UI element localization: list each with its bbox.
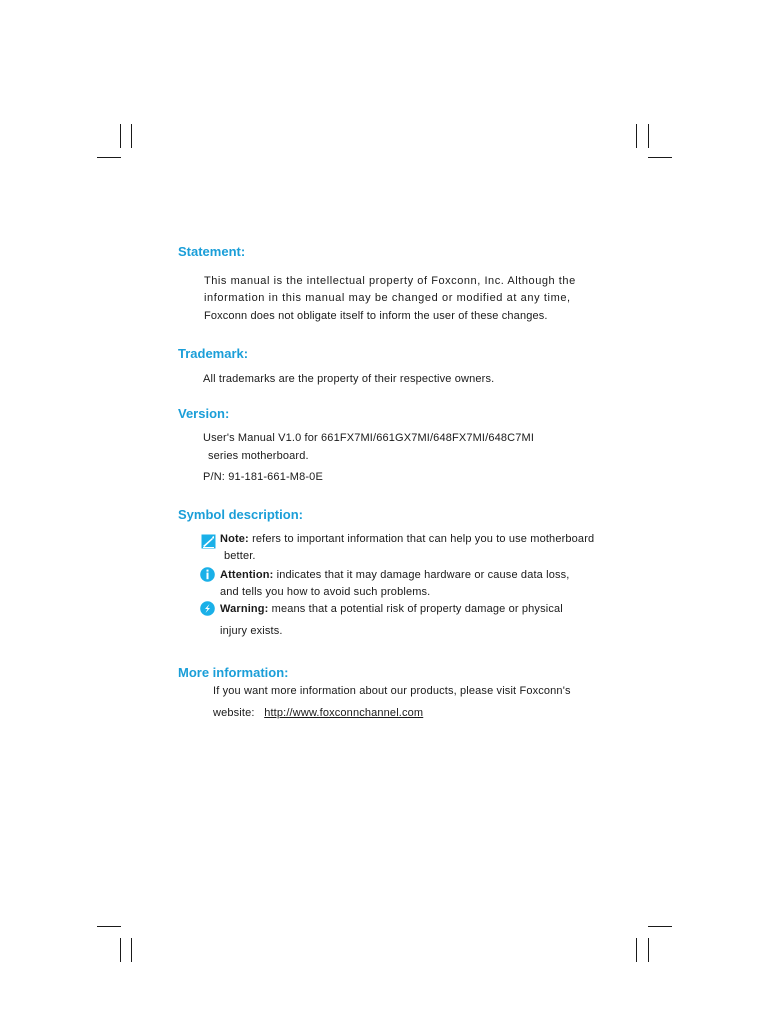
warning-line — [220, 603, 563, 615]
version-line: User's Manual V1.0 for 661FX7MI/661GX7MI/648FX7MI/648C7MI — [203, 432, 535, 444]
statement-line: This manual is the intellectual property of Foxconn, Inc. Although the — [204, 275, 576, 287]
crop-mark — [120, 938, 121, 962]
note-text: refers to important information that can help you to use motherboard — [248, 533, 595, 545]
statement-line: information in this manual may be changed or modified at any time, — [204, 292, 571, 304]
more-info-line: If you want more information about our products, please visit Foxconn's — [213, 685, 571, 697]
crop-mark — [648, 124, 649, 148]
warning-text: means that a potential risk of property damage or physical — [268, 603, 563, 615]
more-information-heading: More information: — [178, 665, 289, 680]
note-line-2: better. — [224, 550, 256, 562]
warning-icon — [200, 601, 215, 616]
statement-line: Foxconn does not obligate itself to inform the user of these changes. — [204, 310, 548, 322]
crop-mark — [97, 926, 121, 927]
crop-mark — [120, 124, 121, 148]
crop-mark — [131, 124, 132, 148]
attention-line-2: and tells you how to avoid such problems. — [220, 586, 431, 598]
version-line: series motherboard. — [208, 450, 309, 462]
note-icon — [201, 534, 216, 549]
attention-line — [220, 569, 570, 581]
crop-mark — [648, 938, 649, 962]
trademark-line: All trademarks are the property of their respective owners. — [203, 373, 495, 385]
info-icon — [200, 567, 215, 582]
statement-heading: Statement: — [178, 244, 246, 259]
part-number: P/N: 91-181-661-M8-0E — [203, 471, 323, 483]
crop-mark — [131, 938, 132, 962]
crop-mark — [636, 938, 637, 962]
crop-mark — [97, 157, 121, 158]
note-line — [220, 533, 594, 545]
more-info-line-2 — [213, 707, 423, 719]
website-label: website: — [213, 707, 255, 719]
symbol-description-heading: Symbol description: — [178, 507, 303, 522]
warning-line-2: injury exists. — [220, 625, 283, 637]
warning-label: Warning: — [220, 603, 269, 615]
attention-text: indicates that it may damage hardware or cause data loss, — [273, 569, 570, 581]
crop-mark — [648, 926, 672, 927]
attention-label: Attention: — [220, 569, 274, 581]
website-link[interactable]: http://www.foxconnchannel.com — [264, 707, 424, 719]
crop-mark — [648, 157, 672, 158]
crop-mark — [636, 124, 637, 148]
note-label: Note: — [220, 533, 249, 545]
version-heading: Version: — [178, 406, 230, 421]
trademark-heading: Trademark: — [178, 346, 249, 361]
